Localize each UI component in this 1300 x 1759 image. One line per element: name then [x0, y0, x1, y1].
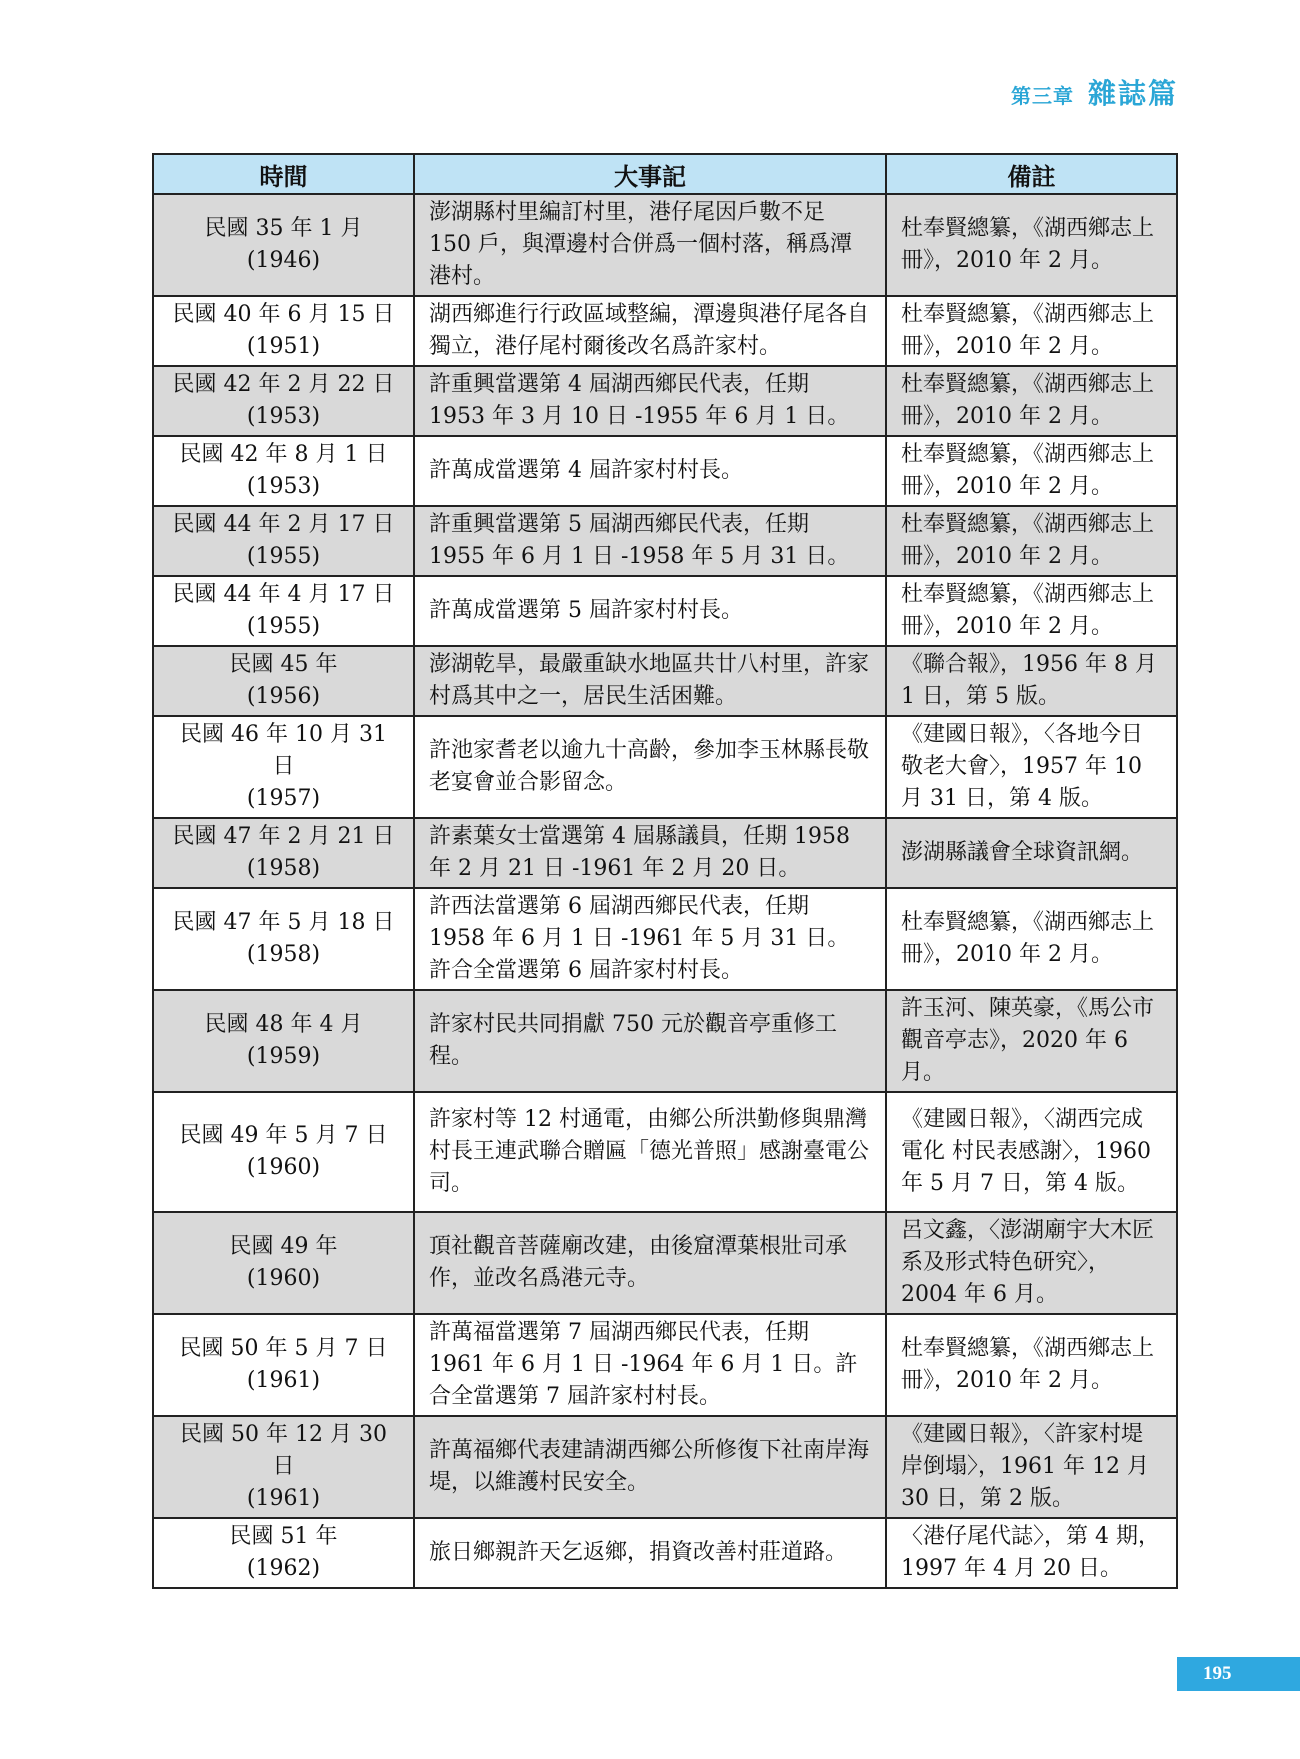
time-year: (1958): [246, 856, 321, 881]
time-year: (1960): [246, 1155, 321, 1180]
event-cell: 許西法當選第 6 屆湖西鄉民代表，任期 1958 年 6 月 1 日 -1961 年 5 月 31 日。許合全當選第 6 屆許家村村長。: [414, 888, 886, 990]
event-cell: 澎湖乾旱，最嚴重缺水地區共廿八村里，許家村爲其中之一，居民生活困難。: [414, 646, 886, 716]
note-cell: 許玉河、陳英豪，《馬公市觀音亭志》，2020 年 6 月。: [886, 990, 1177, 1092]
time-date: 民國 50 年 5 月 7 日: [179, 1336, 388, 1361]
table-row: [153, 888, 1177, 990]
note-cell: 杜奉賢總纂，《湖西鄉志上冊》，2010 年 2 月。: [886, 888, 1177, 990]
time-cell: [153, 194, 414, 296]
note-cell: 澎湖縣議會全球資訊網。: [886, 818, 1177, 888]
event-cell: 許家村民共同捐獻 750 元於觀音亭重修工程。: [414, 990, 886, 1092]
note-cell: 杜奉賢總纂，《湖西鄉志上冊》，2010 年 2 月。: [886, 576, 1177, 646]
event-cell: 許重興當選第 5 屆湖西鄉民代表，任期 1955 年 6 月 1 日 -1958 年 5 月 31 日。: [414, 506, 886, 576]
time-year: (1961): [246, 1486, 321, 1511]
table-row: [153, 1416, 1177, 1518]
note-cell: 杜奉賢總纂，《湖西鄉志上冊》，2010 年 2 月。: [886, 194, 1177, 296]
table-row: [153, 990, 1177, 1092]
table-row: [153, 436, 1177, 506]
time-cell: [153, 436, 414, 506]
event-cell: 旅日鄉親許天乞返鄉，捐資改善村莊道路。: [414, 1518, 886, 1588]
time-date: 民國 48 年 4 月: [204, 1012, 363, 1037]
table-body: [153, 194, 1177, 1588]
table-row: [153, 818, 1177, 888]
time-year: (1946): [246, 248, 321, 273]
chapter-header: [1011, 72, 1178, 112]
table-row: [153, 1518, 1177, 1588]
table-row: [153, 194, 1177, 296]
event-cell: 許素葉女士當選第 4 屆縣議員，任期 1958 年 2 月 21 日 -1961 年 2 月 20 日。: [414, 818, 886, 888]
time-year: (1955): [246, 544, 321, 569]
time-cell: [153, 888, 414, 990]
time-cell: [153, 366, 414, 436]
note-cell: 杜奉賢總纂，《湖西鄉志上冊》，2010 年 2 月。: [886, 296, 1177, 366]
time-date: 民國 49 年: [229, 1234, 338, 1259]
time-year: (1959): [246, 1044, 321, 1069]
note-cell: 《建國日報》，〈許家村堤岸倒塌〉，1961 年 12 月 30 日，第 2 版。: [886, 1416, 1177, 1518]
event-cell: 許萬福當選第 7 屆湖西鄉民代表，任期 1961 年 6 月 1 日 -1964 年 6 月 1 日。許合全當選第 7 屆許家村村長。: [414, 1314, 886, 1416]
table-row: [153, 716, 1177, 818]
note-cell: 呂文鑫，〈澎湖廟宇大木匠系及形式特色研究〉，2004 年 6 月。: [886, 1212, 1177, 1314]
note-cell: 〈港仔尾代誌〉，第 4 期，1997 年 4 月 20 日。: [886, 1518, 1177, 1588]
time-date: 民國 50 年 12 月 30 日: [180, 1422, 387, 1479]
chapter-label: 第三章: [1010, 84, 1074, 108]
time-date: 民國 45 年: [229, 652, 338, 677]
page-number: 195: [1203, 1663, 1232, 1684]
note-cell: 杜奉賢總纂，《湖西鄉志上冊》，2010 年 2 月。: [886, 1314, 1177, 1416]
event-cell: 許重興當選第 4 屆湖西鄉民代表，任期 1953 年 3 月 10 日 -1955 年 6 月 1 日。: [414, 366, 886, 436]
note-cell: 《建國日報》，〈湖西完成電化 村民表感謝〉，1960 年 5 月 7 日，第 4 版。: [886, 1092, 1177, 1212]
column-header-note: 備註: [886, 154, 1177, 194]
event-cell: 許池家耆老以逾九十高齡，參加李玉林縣長敬老宴會並合影留念。: [414, 716, 886, 818]
table-header-row: [153, 154, 1177, 194]
time-date: 民國 49 年 5 月 7 日: [179, 1123, 388, 1148]
page-number-tab: [1177, 1657, 1300, 1691]
time-date: 民國 47 年 5 月 18 日: [172, 910, 395, 935]
column-header-event: 大事記: [414, 154, 886, 194]
time-cell: [153, 1212, 414, 1314]
time-date: 民國 51 年: [229, 1524, 338, 1549]
event-cell: 澎湖縣村里編訂村里，港仔尾因戶數不足 150 戶，與潭邊村合併爲一個村落，稱爲潭港村。: [414, 194, 886, 296]
table-row: [153, 506, 1177, 576]
event-cell: 許萬成當選第 4 屆許家村村長。: [414, 436, 886, 506]
table-row: [153, 576, 1177, 646]
time-cell: [153, 716, 414, 818]
chapter-title: 雜誌篇: [1087, 77, 1178, 110]
time-cell: [153, 576, 414, 646]
time-date: 民國 42 年 2 月 22 日: [172, 372, 395, 397]
time-cell: [153, 990, 414, 1092]
note-cell: 《建國日報》，〈各地今日敬老大會〉，1957 年 10 月 31 日，第 4 版。: [886, 716, 1177, 818]
time-year: (1953): [246, 474, 321, 499]
time-year: (1960): [246, 1266, 321, 1291]
table-row: [153, 646, 1177, 716]
event-cell: 頂社觀音菩薩廟改建，由後窟潭葉根壯司承作，並改名爲港元寺。: [414, 1212, 886, 1314]
event-cell: 湖西鄉進行行政區域整編，潭邊與港仔尾各自獨立，港仔尾村爾後改名爲許家村。: [414, 296, 886, 366]
time-cell: [153, 506, 414, 576]
note-cell: 杜奉賢總纂，《湖西鄉志上冊》，2010 年 2 月。: [886, 436, 1177, 506]
note-cell: 杜奉賢總纂，《湖西鄉志上冊》，2010 年 2 月。: [886, 366, 1177, 436]
time-date: 民國 42 年 8 月 1 日: [179, 442, 388, 467]
table-row: [153, 1212, 1177, 1314]
table-row: [153, 296, 1177, 366]
time-date: 民國 46 年 10 月 31 日: [180, 722, 387, 779]
event-cell: 許家村等 12 村通電，由鄉公所洪勤修與鼎灣村長王連武聯合贈匾「德光普照」感謝臺電公司。: [414, 1092, 886, 1212]
event-cell: 許萬福鄉代表建請湖西鄉公所修復下社南岸海堤，以維護村民安全。: [414, 1416, 886, 1518]
table-row: [153, 1314, 1177, 1416]
time-date: 民國 44 年 4 月 17 日: [172, 582, 395, 607]
time-cell: [153, 1092, 414, 1212]
time-cell: [153, 646, 414, 716]
table-row: [153, 366, 1177, 436]
time-date: 民國 47 年 2 月 21 日: [172, 824, 395, 849]
event-cell: 許萬成當選第 5 屆許家村村長。: [414, 576, 886, 646]
time-year: (1955): [246, 614, 321, 639]
table-row: [153, 1092, 1177, 1212]
time-year: (1953): [246, 404, 321, 429]
time-year: (1956): [246, 684, 321, 709]
time-cell: [153, 1518, 414, 1588]
chronicle-table: [152, 153, 1178, 1589]
time-cell: [153, 1416, 414, 1518]
column-header-time: 時間: [153, 154, 414, 194]
time-year: (1958): [246, 942, 321, 967]
time-cell: [153, 818, 414, 888]
time-year: (1957): [246, 786, 321, 811]
time-cell: [153, 296, 414, 366]
time-year: (1951): [246, 334, 321, 359]
time-year: (1962): [246, 1556, 321, 1581]
time-cell: [153, 1314, 414, 1416]
note-cell: 杜奉賢總纂，《湖西鄉志上冊》，2010 年 2 月。: [886, 506, 1177, 576]
time-year: (1961): [246, 1368, 321, 1393]
time-date: 民國 44 年 2 月 17 日: [172, 512, 395, 537]
time-date: 民國 35 年 1 月: [204, 216, 363, 241]
time-date: 民國 40 年 6 月 15 日: [172, 302, 395, 327]
note-cell: 《聯合報》，1956 年 8 月 1 日，第 5 版。: [886, 646, 1177, 716]
